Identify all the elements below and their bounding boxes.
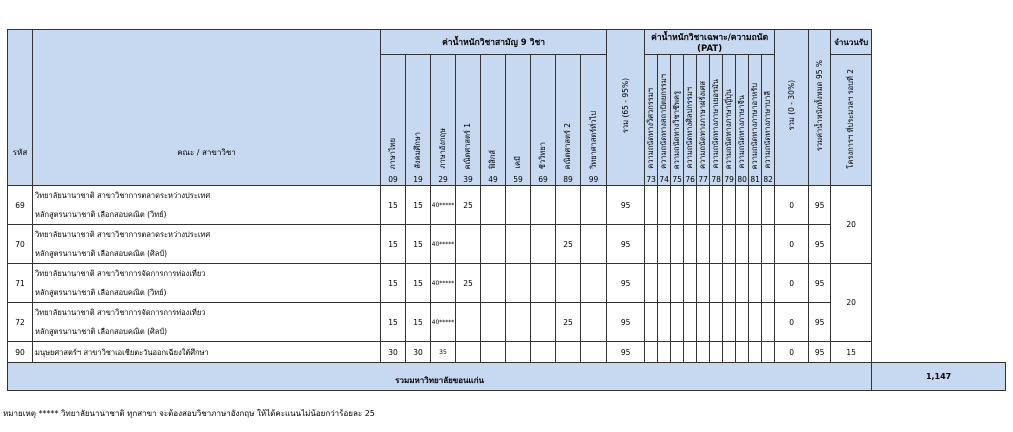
general-weight: 15: [406, 264, 431, 303]
general-weight: 30: [406, 342, 431, 363]
pat-weight: [710, 186, 723, 225]
pat-weight: [736, 264, 749, 303]
row-faculty: [33, 342, 381, 363]
general-weight: [581, 342, 607, 363]
header-pat-77: ความถนัดทางภาษาฝรั่งเศส: [697, 55, 710, 174]
pat-weight: [684, 225, 697, 264]
pat-weight: [710, 264, 723, 303]
general-weight: [456, 225, 481, 264]
header-code-59: 59: [506, 173, 531, 186]
pat-weight: [697, 342, 710, 363]
pat-weight: [697, 186, 710, 225]
header-code-82: 82: [763, 174, 773, 184]
faculty-line: มนุษยศาสตร์ฯ สาขาวิชาเอเชียตะวันออกเฉียงใต้ศึกษา: [35, 347, 209, 357]
header-subject-math1: คณิตศาสตร์ 1: [456, 55, 481, 174]
row-code: 70: [8, 225, 33, 264]
pat-weight: [736, 186, 749, 225]
header-code-76: 76: [685, 174, 695, 184]
pat-weight: [684, 342, 697, 363]
general-weight: [481, 342, 506, 363]
header-pat-78: ความถนัดทางภาษาเยอรมัน: [710, 55, 723, 174]
pat-weight: [658, 264, 671, 303]
row-faculty: [33, 186, 381, 225]
general-weight: [456, 303, 481, 342]
footnote: หมายเหตุ ***** วิทยาลัยนานาชาติ ทุกสาขา จะต้องสอบวิชาภาษาอังกฤษ ให้ได้คะแนนไม่น้อยกว่าร้อยละ 25: [3, 409, 375, 418]
row-code: 72: [8, 303, 33, 342]
general-weight: 25: [456, 186, 481, 225]
header-code-79: 79: [724, 174, 734, 184]
faculty-line: วิทยาลัยนานาชาติ สาขาวิชาการจัดการการท่องเที่ยว: [35, 269, 206, 278]
pat-weight: [749, 303, 762, 342]
pat-weight: [645, 264, 658, 303]
header-code-19: 19: [406, 173, 431, 186]
general-weight: 15: [381, 303, 406, 342]
pat-total: 0: [775, 225, 809, 264]
general-weight: [506, 225, 531, 264]
general-weight: 25: [556, 303, 581, 342]
header-subject-english: ภาษาอังกฤษ: [431, 55, 456, 174]
general-weight: 15: [406, 225, 431, 264]
row-code: 71: [8, 264, 33, 303]
general-total: 95: [607, 264, 645, 303]
pat-weight: [658, 225, 671, 264]
header-subject-chemistry: เคมี: [506, 55, 531, 174]
header-code-78: 78: [711, 174, 721, 184]
grand-total: 95: [809, 342, 831, 363]
header-pat-76: ความถนัดทางศิลปกรรมฯ: [684, 55, 697, 174]
pat-weight: [697, 303, 710, 342]
pat-weight: [723, 264, 736, 303]
general-weight: [531, 303, 556, 342]
general-weight: [581, 264, 607, 303]
pat-weight: [645, 225, 658, 264]
header-pat-group: ค่าน้ำหนักวิชาเฉพาะ/ความถนัด (PAT): [645, 30, 775, 55]
faculty-line: วิทยาลัยนานาชาติ สาขาวิชาการตลาดระหว่างประเทศ: [35, 230, 211, 239]
general-weight: 40*****: [431, 186, 456, 225]
header-pat-82: ความถนัดทางภาษาบาลี: [762, 55, 775, 174]
pat-weight: [749, 225, 762, 264]
header-pat-79: ความถนัดทางภาษาญี่ปุ่น: [723, 55, 736, 174]
pat-weight: [671, 225, 684, 264]
header-code-29: 29: [431, 173, 456, 186]
header-total-range-1: รวม (65 - 95%): [607, 30, 645, 186]
footer-total: 1,147: [872, 363, 1006, 391]
general-weight: [556, 342, 581, 363]
row-faculty: [33, 225, 381, 264]
general-total: 95: [607, 303, 645, 342]
program-line: หลักสูตรนานาชาติ เลือกสอบคณิต (วิทย์): [35, 288, 167, 297]
header-code-09: 09: [381, 173, 406, 186]
header-subject-thai: ภาษาไทย: [381, 55, 406, 174]
faculty-line: วิทยาลัยนานาชาติ สาขาวิชาการตลาดระหว่างประเทศ: [35, 191, 211, 200]
pat-total: 0: [775, 342, 809, 363]
header-pat-73: ความถนัดทางวิศวกรรมฯ: [645, 55, 658, 174]
general-weight: [481, 303, 506, 342]
header-subject-science: วิทยาศาสตร์ทั่วไป: [581, 55, 607, 174]
program-line: หลักสูตรนานาชาติ เลือกสอบคณิต (ศิลป์): [35, 249, 168, 258]
row-code: 69: [8, 186, 33, 225]
general-weight: [556, 264, 581, 303]
pat-weight: [645, 186, 658, 225]
pat-weight: [762, 303, 775, 342]
pat-weight: [723, 303, 736, 342]
table-row: [8, 342, 1006, 363]
pat-weight: [684, 264, 697, 303]
general-total: 95: [607, 186, 645, 225]
header-code-39: 39: [456, 173, 481, 186]
header-subject-physics: ฟิสิกส์: [481, 55, 506, 174]
general-weight: 25: [556, 225, 581, 264]
general-weight: [481, 186, 506, 225]
pat-weight: [658, 303, 671, 342]
pat-weight: [762, 264, 775, 303]
general-weight: [581, 186, 607, 225]
header-pat-81: ความถนัดทางภาษาอาหรับ: [749, 55, 762, 174]
general-weight: 15: [406, 186, 431, 225]
general-weight: 40*****: [431, 303, 456, 342]
general-weight: [531, 342, 556, 363]
table-row: [8, 264, 1006, 303]
pat-total: 0: [775, 186, 809, 225]
general-weight: [581, 225, 607, 264]
general-weight: [581, 303, 607, 342]
general-weight: [481, 264, 506, 303]
pat-weight: [671, 342, 684, 363]
seats-count: 20: [831, 264, 872, 342]
pat-weight: [762, 186, 775, 225]
table-row: [8, 186, 1006, 225]
header-general-group: ค่าน้ำหนักวิชาสามัญ 9 วิชา: [381, 30, 607, 55]
pat-weight: [710, 303, 723, 342]
pat-weight: [684, 186, 697, 225]
faculty-line: วิทยาลัยนานาชาติ สาขาวิชาการจัดการการท่องเที่ยว: [35, 308, 206, 317]
general-total: 95: [607, 342, 645, 363]
header-seats-group: จำนวนรับ: [831, 30, 872, 55]
header-code-69: 69: [531, 173, 556, 186]
pat-total: 0: [775, 264, 809, 303]
pat-weight: [645, 303, 658, 342]
program-line: หลักสูตรนานาชาติ เลือกสอบคณิต (ศิลป์): [35, 327, 168, 336]
general-weight: [531, 225, 556, 264]
pat-weight: [736, 303, 749, 342]
general-weight: [506, 186, 531, 225]
pat-weight: [723, 186, 736, 225]
general-weight: [481, 225, 506, 264]
pat-weight: [723, 342, 736, 363]
pat-weight: [723, 225, 736, 264]
pat-weight: [671, 303, 684, 342]
seats-count: 15: [831, 342, 872, 363]
general-weight: 15: [381, 186, 406, 225]
header-total-range-2: รวม (0 - 30%): [775, 30, 809, 186]
general-weight: 15: [406, 303, 431, 342]
general-weight: [506, 342, 531, 363]
header-pat-75: ความถนัดทางวิชาชีพครู: [671, 55, 684, 174]
pat-weight: [658, 186, 671, 225]
grand-total: 95: [809, 225, 831, 264]
pat-weight: [749, 342, 762, 363]
general-weight: 25: [456, 264, 481, 303]
general-weight: [506, 303, 531, 342]
pat-weight: [710, 225, 723, 264]
row-faculty: [33, 264, 381, 303]
pat-total: 0: [775, 303, 809, 342]
header-code-73: 73: [646, 174, 656, 184]
header-code-99: 99: [581, 173, 607, 186]
header-code: รหัส: [8, 30, 33, 186]
general-weight: [531, 186, 556, 225]
pat-weight: [697, 264, 710, 303]
header-code-49: 49: [481, 173, 506, 186]
program-line: หลักสูตรนานาชาติ เลือกสอบคณิต (วิทย์): [35, 210, 167, 219]
pat-weight: [710, 342, 723, 363]
header-pat-74: ความถนัดทางสถาปัตยกรรมฯ: [658, 55, 671, 174]
header-pat-80: ความถนัดทางภาษาจีน: [736, 55, 749, 174]
header-code-80: 80: [737, 174, 747, 184]
header-subject-math2: คณิตศาสตร์ 2: [556, 55, 581, 174]
header-subject-social: สังคมศึกษา: [406, 55, 431, 174]
pat-weight: [658, 342, 671, 363]
pat-weight: [749, 186, 762, 225]
row-code: 90: [8, 342, 33, 363]
pat-weight: [684, 303, 697, 342]
header-grand-total: รวมค่าน้ำหนักทั้งหมด 95 %: [809, 30, 831, 186]
general-weight: [506, 264, 531, 303]
pat-weight: [749, 264, 762, 303]
grand-total: 95: [809, 264, 831, 303]
pat-weight: [762, 342, 775, 363]
table-body: [8, 186, 1006, 363]
general-weight: 15: [381, 225, 406, 264]
header-code-81: 81: [750, 174, 760, 184]
row-faculty: [33, 303, 381, 342]
general-weight: [531, 264, 556, 303]
seats-count: 20: [831, 186, 872, 264]
pat-weight: [697, 225, 710, 264]
pat-weight: [671, 264, 684, 303]
pat-weight: [736, 225, 749, 264]
grand-total: 95: [809, 186, 831, 225]
header-code-77: 77: [698, 174, 708, 184]
general-weight: 40*****: [431, 264, 456, 303]
pat-weight: [645, 342, 658, 363]
pat-weight: [671, 186, 684, 225]
admission-weight-table: [7, 29, 1006, 391]
general-weight: 35: [431, 342, 456, 363]
header-subject-biology: ชีววิทยา: [531, 55, 556, 174]
header-faculty: คณะ / สาขาวิชา: [33, 30, 381, 186]
general-weight: [556, 186, 581, 225]
header-seats-sub: โครงการฯ ที่ประมวลฯ รอบที่ 2: [831, 55, 872, 186]
header-code-75: 75: [672, 174, 682, 184]
general-weight: 40*****: [431, 225, 456, 264]
pat-weight: [762, 225, 775, 264]
header-code-74: 74: [659, 174, 669, 184]
general-weight: [456, 342, 481, 363]
footer-label: รวมมหาวิทยาลัยขอนแก่น: [8, 363, 872, 391]
pat-weight: [736, 342, 749, 363]
grand-total: 95: [809, 303, 831, 342]
general-weight: 15: [381, 264, 406, 303]
general-total: 95: [607, 225, 645, 264]
header-code-89: 89: [556, 173, 581, 186]
general-weight: 30: [381, 342, 406, 363]
